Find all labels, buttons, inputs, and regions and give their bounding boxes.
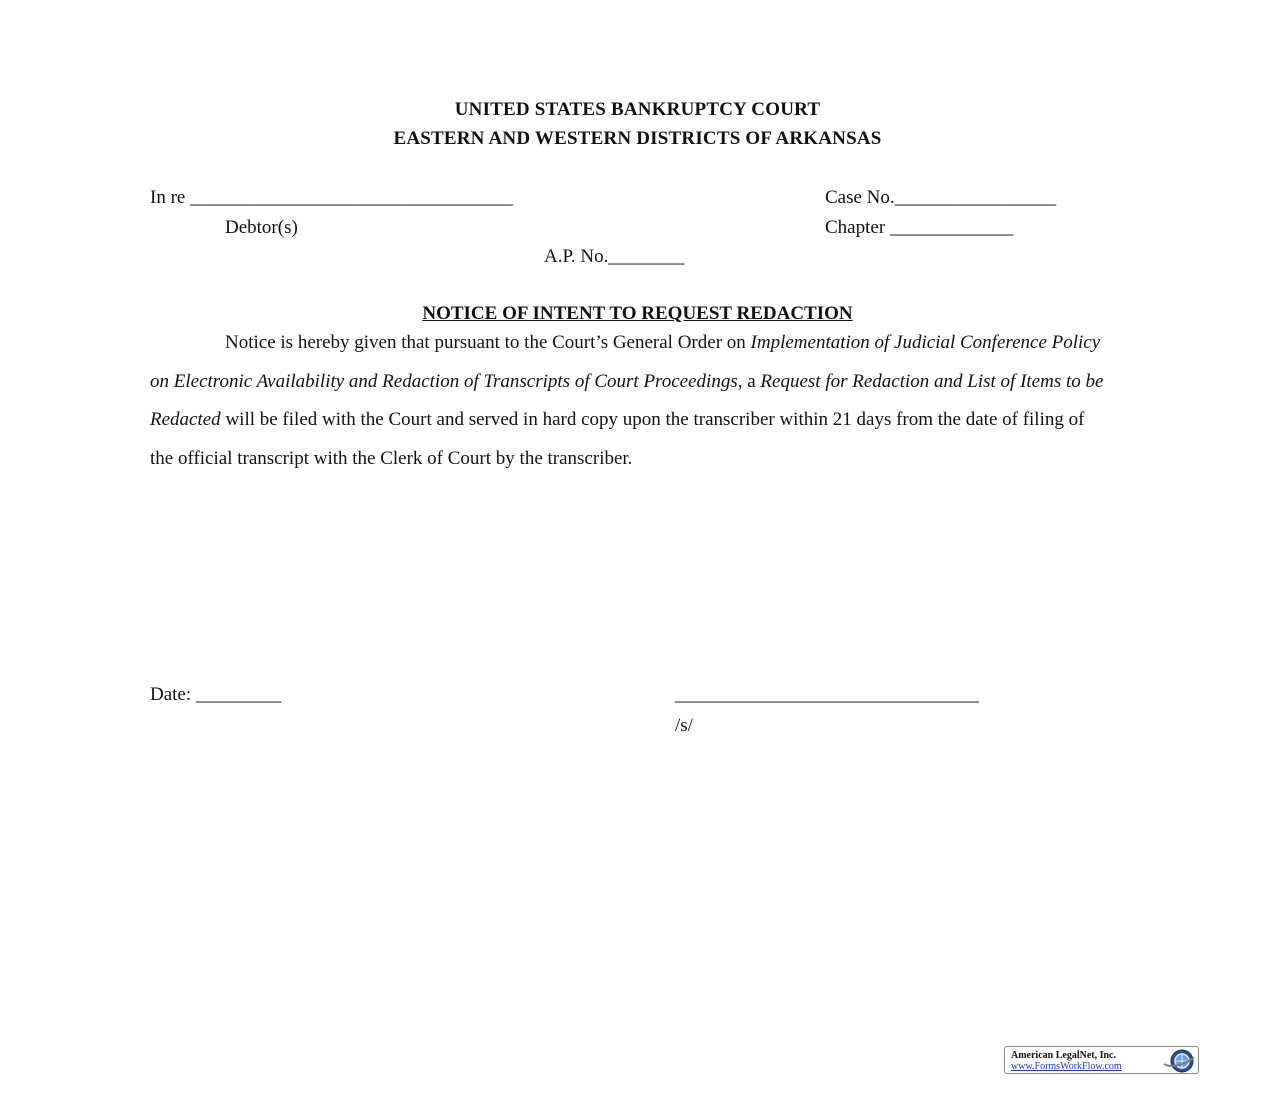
- forms-workflow-badge[interactable]: [1004, 1046, 1199, 1074]
- signature-mark: /s/: [675, 715, 693, 736]
- in-re-label: In re: [150, 187, 186, 208]
- in-re-line: [150, 187, 513, 209]
- date-line: [150, 684, 281, 706]
- case-no-label: Case No.: [825, 187, 895, 208]
- signature-blank: ________________________________: [675, 684, 979, 705]
- ap-no-line: [544, 246, 684, 268]
- badge-url-link[interactable]: www.FormsWorkFlow.com: [1011, 1061, 1122, 1072]
- ap-no-blank: ________: [608, 246, 685, 267]
- in-re-blank: __________________________________: [190, 187, 514, 208]
- notice-body: [150, 324, 1110, 479]
- notice-text-2: , a: [737, 370, 761, 392]
- chapter-blank: _____________: [889, 217, 1014, 238]
- notice-text-1: Notice is hereby given that pursuant to the Court’s General Order on: [225, 332, 751, 353]
- case-no-blank: _________________: [894, 187, 1057, 208]
- date-blank: _________: [195, 684, 282, 705]
- chapter-line: [825, 217, 1013, 239]
- globe-logo-icon: [1160, 1048, 1196, 1074]
- badge-company: American LegalNet, Inc.: [1011, 1050, 1116, 1061]
- general-order-title: Implementation of Judicial Conference Policy on Electronic Availability and Redaction of Transcripts of Court Proceedings: [150, 332, 1101, 392]
- date-label: Date:: [150, 684, 192, 705]
- court-district: EASTERN AND WESTERN DISTRICTS OF ARKANSAS: [393, 128, 882, 149]
- request-title: Request for Redaction and List of Items to be Redacted: [150, 370, 1104, 431]
- notice-title: NOTICE OF INTENT TO REQUEST REDACTION: [422, 303, 853, 324]
- case-no-line: [825, 187, 1056, 209]
- court-name: UNITED STATES BANKRUPTCY COURT: [454, 99, 821, 120]
- ap-no-label: A.P. No.: [544, 246, 609, 267]
- notice-text-3: will be filed with the Court and served in hard copy upon the transcriber within 21 days from the date of filing of the official transcript with the Clerk of Court by the transcriber.: [150, 409, 1085, 470]
- debtor-label: Debtor(s): [225, 217, 298, 238]
- chapter-label: Chapter: [825, 217, 886, 238]
